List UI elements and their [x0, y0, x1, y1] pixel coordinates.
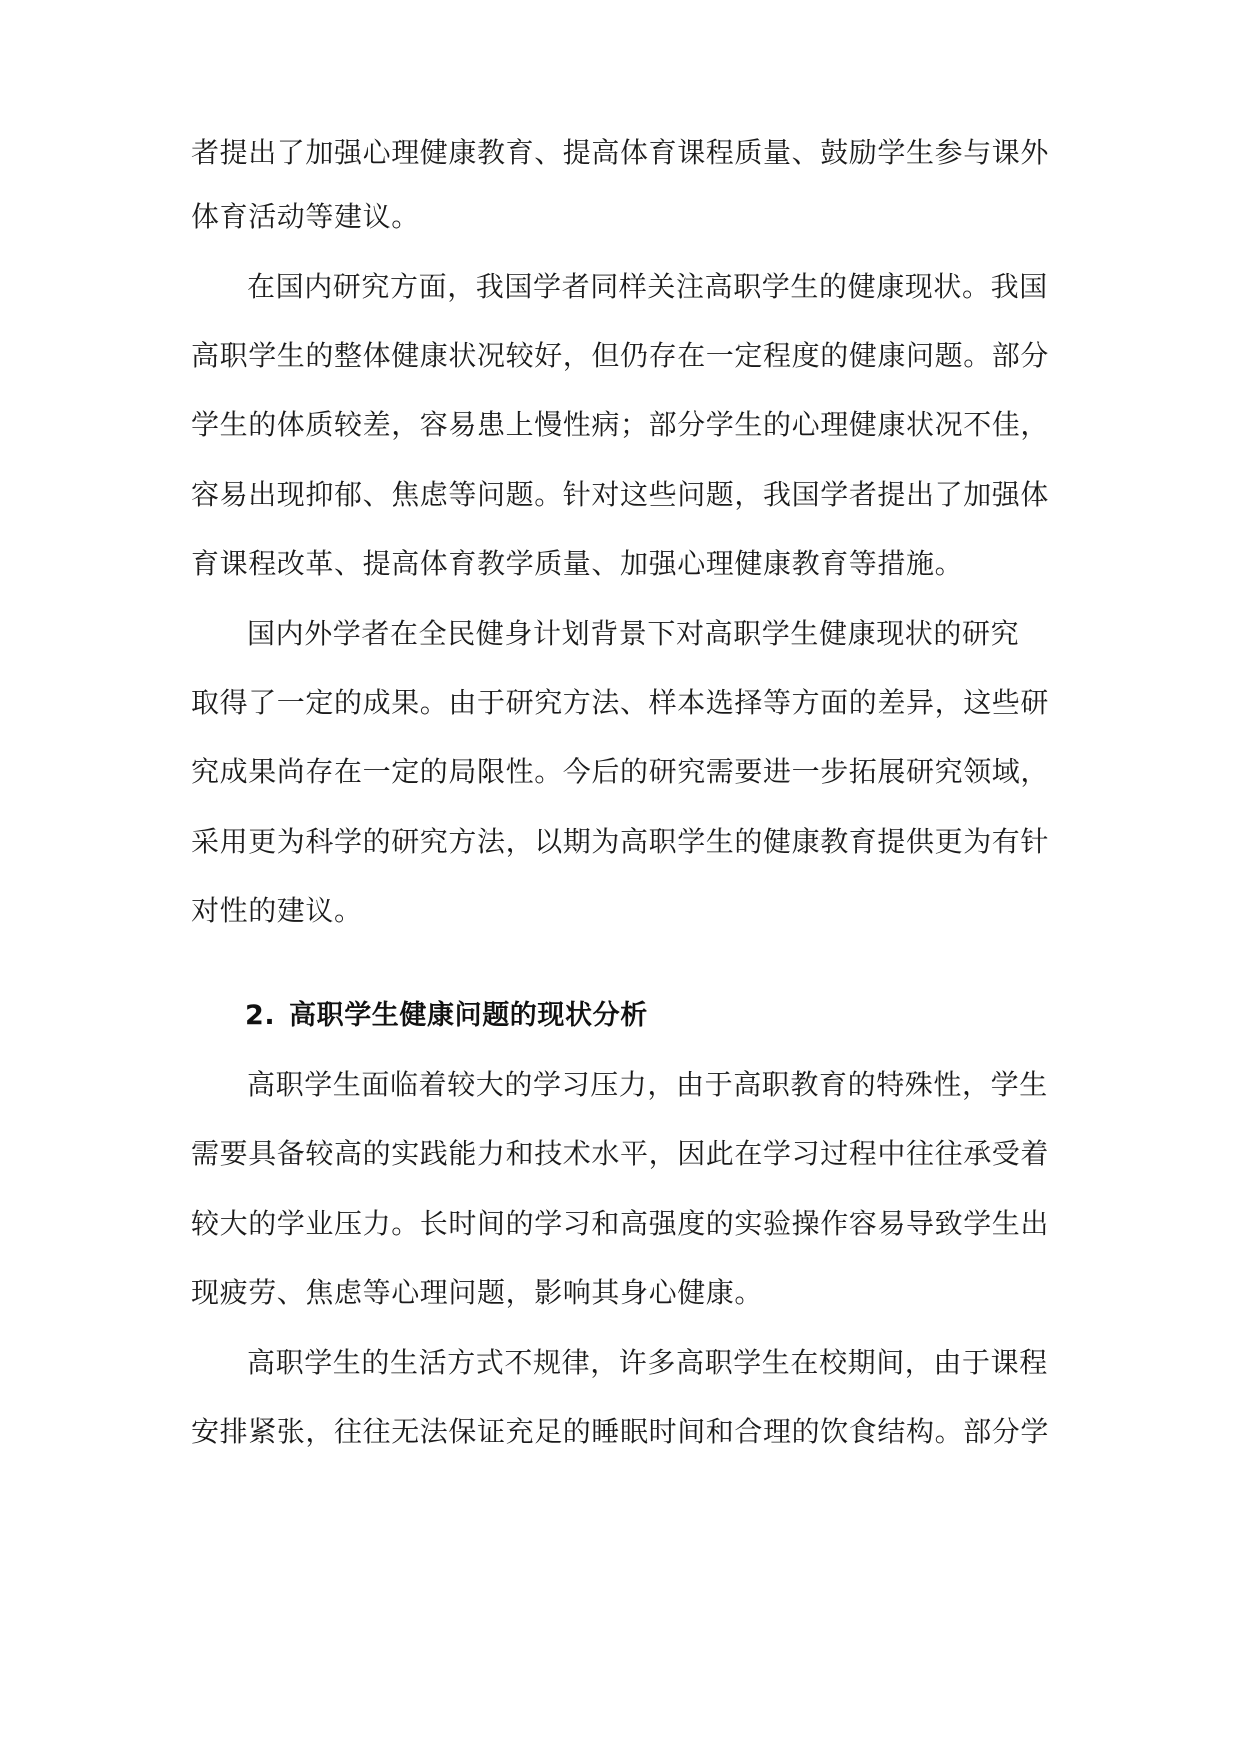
text-line: 育课程改革、提高体育教学质量、加强心理健康教育等措施。: [191, 547, 964, 580]
section-heading: [245, 999, 648, 1033]
text-line: 现疲劳、焦虑等心理问题，影响其身心健康。: [191, 1276, 764, 1309]
text-line: 学生的体质较差，容易患上慢性病；部分学生的心理健康状况不佳，: [191, 408, 1050, 441]
text-line: 采用更为科学的研究方法，以期为高职学生的健康教育提供更为有针: [191, 825, 1050, 858]
paragraph-first-line: 在国内研究方面，我国学者同样关注高职学生的健康现状。我国: [247, 270, 1048, 303]
paragraph-first-line: 高职学生的生活方式不规律，许多高职学生在校期间，由于课程: [247, 1346, 1048, 1379]
paragraph-first-line: 国内外学者在全民健身计划背景下对高职学生健康现状的研究: [247, 617, 1020, 650]
text-line: 者提出了加强心理健康教育、提高体育课程质量、鼓励学生参与课外: [191, 136, 1050, 169]
paragraph-first-line: 高职学生面临着较大的学习压力，由于高职教育的特殊性，学生: [247, 1068, 1048, 1101]
text-line: 体育活动等建议。: [191, 200, 420, 233]
text-line: 较大的学业压力。长时间的学习和高强度的实验操作容易导致学生出: [191, 1207, 1050, 1240]
text-line: 究成果尚存在一定的局限性。今后的研究需要进一步拓展研究领域，: [191, 755, 1050, 788]
text-line: 对性的建议。: [191, 894, 363, 927]
text-line: 高职学生的整体健康状况较好，但仍存在一定程度的健康问题。部分: [191, 339, 1050, 372]
section-title: 高职学生健康问题的现状分析: [289, 1000, 648, 1031]
text-line: 安排紧张，往往无法保证充足的睡眠时间和合理的饮食结构。部分学: [191, 1415, 1050, 1448]
text-line: 容易出现抑郁、焦虑等问题。针对这些问题，我国学者提出了加强体: [191, 478, 1050, 511]
text-line: 需要具备较高的实践能力和技术水平，因此在学习过程中往往承受着: [191, 1137, 1050, 1170]
section-number: 2.: [245, 1000, 276, 1031]
text-line: 取得了一定的成果。由于研究方法、样本选择等方面的差异，这些研: [191, 686, 1050, 719]
